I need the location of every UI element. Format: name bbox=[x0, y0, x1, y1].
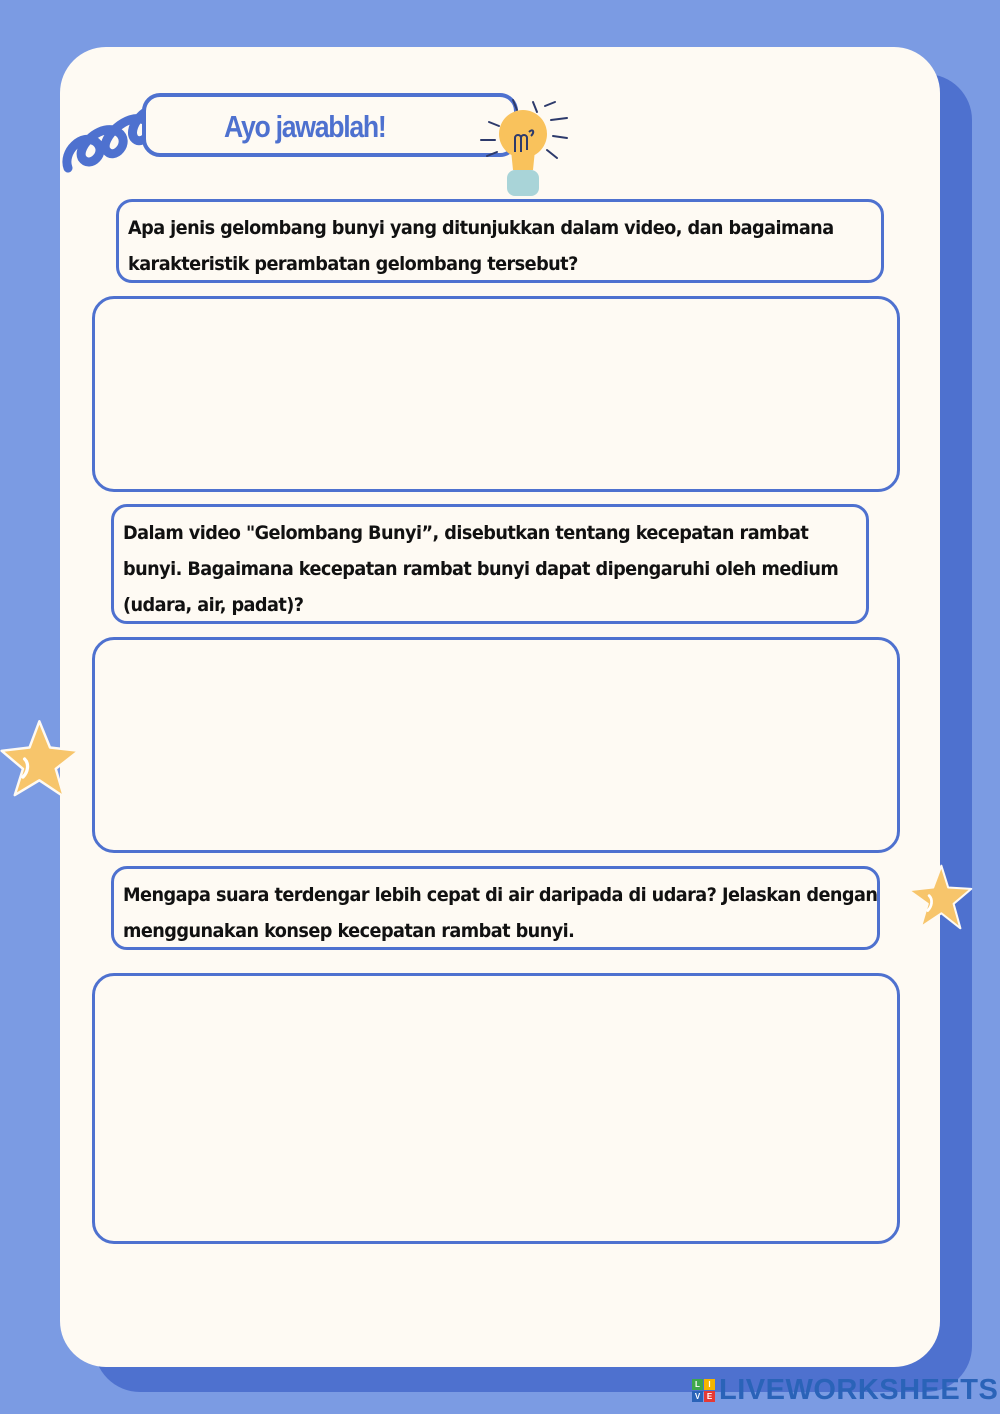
question-3-box bbox=[111, 866, 880, 950]
lightbulb-icon bbox=[475, 92, 575, 202]
question-1-text: Apa jenis gelombang bunyi yang ditunjukkan dalam video, dan bagaimana karakteristik perambatan gelombang tersebut? bbox=[128, 217, 834, 275]
answer-3-field[interactable] bbox=[92, 973, 900, 1244]
question-3-text: Mengapa suara terdengar lebih cepat di air daripada di udara? Jelaskan dengan menggunakan konsep kecepatan rambat bunyi. bbox=[123, 884, 878, 942]
liveworksheets-logo-icon: L I V E bbox=[692, 1379, 715, 1402]
question-1-box bbox=[116, 199, 884, 283]
answer-1-field[interactable] bbox=[92, 296, 900, 492]
star-icon bbox=[0, 716, 82, 802]
question-2-text: Dalam video "Gelombang Bunyi”, disebutkan tentang kecepatan rambat bunyi. Bagaimana kecepatan rambat bunyi dapat dipengaruhi oleh medium (udara, air, padat)? bbox=[123, 522, 839, 616]
question-2-box bbox=[111, 504, 869, 624]
title-box bbox=[142, 93, 518, 157]
page-title: Ayo jawablah! bbox=[224, 109, 386, 144]
answer-2-field[interactable] bbox=[92, 637, 900, 853]
liveworksheets-brand bbox=[692, 1373, 998, 1407]
brand-name: LIVEWORKSHEETS bbox=[719, 1373, 999, 1406]
star-icon bbox=[906, 862, 974, 932]
